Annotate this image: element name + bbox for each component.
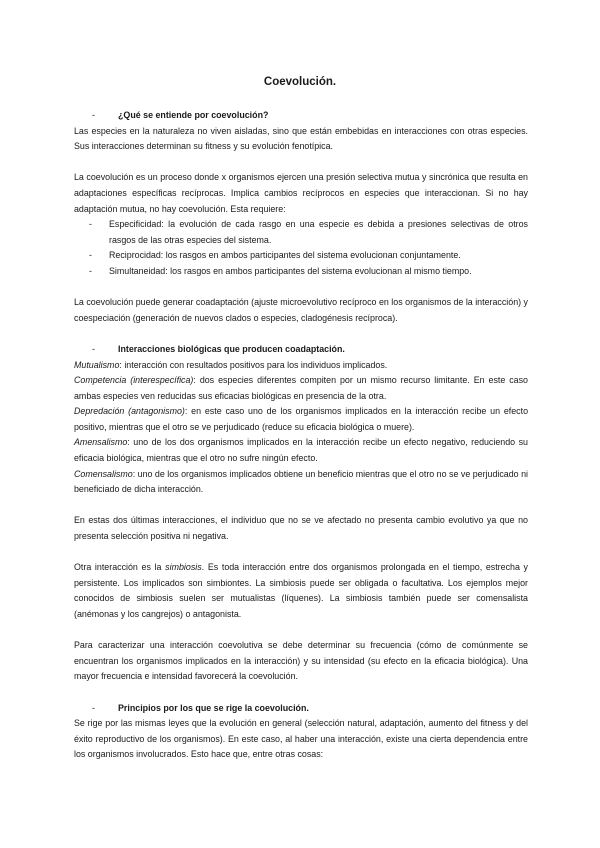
bullet-dash: -: [92, 343, 95, 354]
definition-text: : en este caso uno de los organismos implicados en la interacción recibe un efecto positivo, mientras que el otro se ve perjudicado (reduce su eficacia biológica o muere).: [74, 406, 529, 432]
list-item-text: Reciprocidad: los rasgos en ambos participantes del sistema evolucionan conjuntamente.: [109, 250, 461, 261]
text: . Es toda interacción entre dos organismos prolongada en el tiempo, estrecha y persistente. Los implicados son simbiontes. La simbiosis puede ser obligada o facultativa. Los ejemplos mejor conocidos de simbiosis suelen ser mutualistas (líquenes). La simbiosis también puede ser comensalista (anémonas y los cangrejos) o antagonista.: [74, 562, 528, 619]
list-item-text: Simultaneidad: los rasgos en ambos participantes del sistema evolucionan al mismo tiempo.: [109, 265, 472, 276]
section-heading-coevolucion: [74, 108, 528, 124]
paragraph-simbiosis: [74, 560, 528, 622]
document-body: [74, 108, 528, 763]
section-heading-text: Principios por los que se rige la coevolución.: [118, 702, 309, 713]
paragraph: En estas dos últimas interacciones, el individuo que no se ve afectado no presenta cambio evolutivo ya que no presenta selección positiva ni negativa.: [74, 515, 528, 542]
paragraph: Las especies en la naturaleza no viven aisladas, sino que están embebidas en interacciones con otras especies. Sus interacciones determinan su fitness y su evolución fenotípica.: [74, 125, 528, 152]
section-heading-text: Interacciones biológicas que producen coadaptación.: [118, 343, 345, 354]
term: Competencia (interespecífica): [74, 375, 194, 386]
definition-amensalismo: [74, 435, 528, 466]
list-item-simultaneidad: [74, 264, 528, 280]
definition-competencia: [74, 373, 528, 404]
definition-text: : uno de los organismos implicados obtiene un beneficio mientras que el otro no se ve perjudicado ni beneficiado de dicha interacción.: [74, 468, 528, 495]
document-title: Coevolución.: [263, 76, 337, 88]
definition-text: : uno de los dos organismos implicados en la interacción recibe un efecto negativo, reduciendo su eficacia biológica, mientras que el otro no sufre ningún efecto.: [74, 437, 528, 464]
list-item-text: Especificidad: la evolución de cada rasgo en una especie es debida a presiones selectivas de otros rasgos de las otras especies del sistema.: [109, 219, 528, 245]
definition-text: : dos especies diferentes compiten por un mismo recurso limitante. En este caso ambas especies ven reducidas sus eficacias biológicas en presencia de la otra.: [74, 375, 528, 401]
section-heading-interacciones: [74, 342, 528, 358]
definition-mutualismo: [74, 358, 528, 374]
list-item-reciprocidad: [74, 248, 528, 264]
definition-text: : interacción con resultados positivos para los individuos implicados.: [119, 359, 388, 370]
paragraph: La coevolución puede generar coadaptación (ajuste microevolutivo recíproco en los organismos de la interacción) y coespeciación (generación de nuevos clados o especies, cladogénesis recíproca).: [74, 297, 528, 323]
bullet-dash: -: [92, 702, 95, 713]
section-heading-text: ¿Qué se entiende por coevolución?: [118, 110, 269, 120]
bullet-dash: -: [92, 110, 95, 120]
paragraph: La coevolución es un proceso donde x organismos ejercen una presión selectiva mutua y sincrónica que resulta en adaptaciones específicas recíprocas. Implica cambios recíprocos en especies que interaccionan. Si no hay adaptación mutua, no hay coevolución. Esta requiere:: [74, 172, 528, 214]
section-heading-principios: [74, 701, 528, 717]
bullet-dash: -: [89, 219, 92, 230]
term: Depredación (antagonismo): [74, 406, 185, 417]
bullet-dash: -: [89, 250, 92, 261]
term: Mutualismo: [74, 359, 120, 370]
list-item-especificidad: [74, 217, 528, 248]
definition-comensalismo: [74, 467, 528, 498]
paragraph: Para caracterizar una interacción coevolutiva se debe determinar su frecuencia (cómo de comúnmente se encuentran los organismos implicados en la interacción) y su intensidad (su efecto en la eficacia biológica). Una mayor frecuencia e intensidad favorecerá la coevolución.: [74, 640, 528, 682]
bullet-dash: -: [89, 265, 92, 276]
term: Amensalismo: [74, 437, 128, 448]
term: simbiosis: [165, 562, 202, 573]
term: Comensalismo: [74, 468, 133, 479]
text: Otra interacción es la: [74, 562, 166, 573]
definition-depredacion: [74, 404, 528, 435]
paragraph: Se rige por las mismas leyes que la evolución en general (selección natural, adaptación, aumento del fitness y del éxito reproductivo de los organismos). En este caso, al haber una interacción, existe una cierta dependencia entre los organismos involucrados. Esto hace que, entre otras cosas:: [74, 718, 528, 760]
